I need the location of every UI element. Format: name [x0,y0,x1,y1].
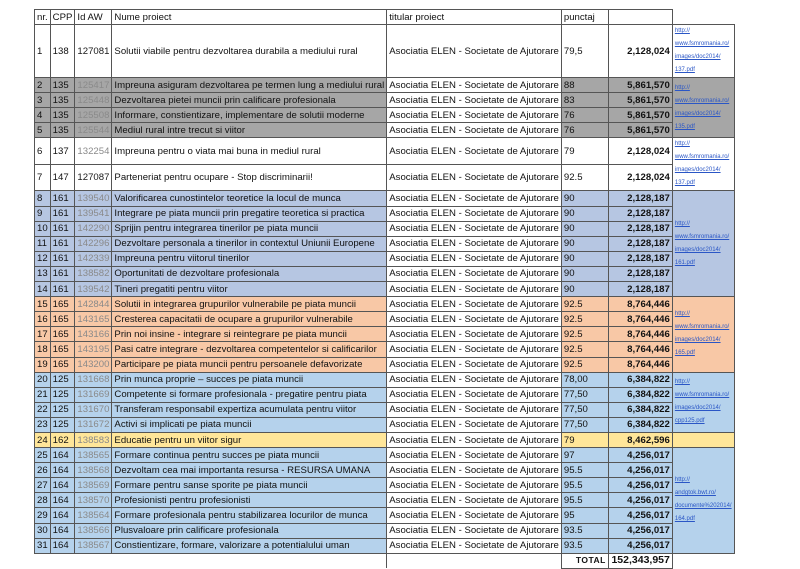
cell-nr[interactable]: 2 [35,78,51,93]
cell-cpp[interactable]: 161 [50,282,75,297]
cell-score[interactable]: 79 [561,432,608,447]
cell-nr[interactable]: 26 [35,463,51,478]
cell-cpp[interactable]: 162 [50,432,75,447]
cell-cpp[interactable]: 161 [50,251,75,266]
table-row [35,327,735,342]
table-row [35,312,735,327]
table-row [35,206,735,221]
cell-amount[interactable]: 6,384,822 [608,372,672,387]
header-project-name[interactable]: Nume proiect [112,10,387,25]
link-text[interactable]: images/doc2014/ [674,167,721,174]
header-link[interactable] [672,10,734,25]
cell-nr[interactable]: 15 [35,297,51,312]
cell-cpp[interactable]: 135 [50,78,75,93]
cell-nr[interactable]: 3 [35,93,51,108]
cell-score[interactable]: 92.5 [561,297,608,312]
link-text[interactable]: http:// [674,28,690,35]
cell-id-aw[interactable]: 131670 [75,402,112,417]
cell-cpp[interactable]: 161 [50,206,75,221]
cell-nr[interactable]: 29 [35,508,51,523]
cell-project-name[interactable]: Solutii viabile pentru dezvoltarea durabila a mediului rural [112,25,387,78]
cell-nr[interactable]: 1 [35,25,51,78]
cell-amount[interactable]: 4,256,017 [608,478,672,493]
link-text[interactable]: http:// [674,84,690,91]
table-row [35,342,735,357]
cell-cpp[interactable]: 138 [50,25,75,78]
link-text[interactable]: documente%202014/ [674,503,732,510]
cell-project-holder[interactable]: Asociatia ELEN - Societate de Ajutorare [387,372,562,387]
cell-project-name[interactable]: Sprijin pentru integrarea tinerilor pe piata muncii [112,221,387,236]
cell-project-name[interactable]: Parteneriat pentru ocupare - Stop discriminarii! [112,164,387,191]
cell-nr[interactable]: 22 [35,402,51,417]
cell-id-aw[interactable]: 125448 [75,93,112,108]
cell-project-holder[interactable]: Asociatia ELEN - Societate de Ajutorare [387,297,562,312]
cell-amount[interactable]: 2,128,187 [608,206,672,221]
cell-cpp[interactable]: 161 [50,221,75,236]
cell-project-name[interactable]: Profesionisti pentru profesionisti [112,493,387,508]
link-text[interactable]: 135.pdf [674,123,695,130]
cell-project-name[interactable]: Pasi catre integrare - dezvoltarea competentelor si calificarilor [112,342,387,357]
cell-nr[interactable]: 31 [35,538,51,553]
cell-id-aw[interactable]: 142844 [75,297,112,312]
cell-nr[interactable]: 27 [35,478,51,493]
table-row [35,93,735,108]
cell-project-holder[interactable]: Asociatia ELEN - Societate de Ajutorare [387,108,562,123]
cell-nr[interactable]: 16 [35,312,51,327]
cell-cpp[interactable]: 165 [50,297,75,312]
cell-link[interactable] [672,78,734,138]
cell-cpp[interactable]: 135 [50,93,75,108]
cell-project-name[interactable]: Prin munca proprie – succes pe piata muncii [112,372,387,387]
cell-cpp[interactable]: 147 [50,164,75,191]
cell-nr[interactable]: 21 [35,387,51,402]
cell-amount[interactable]: 2,128,024 [608,164,672,191]
cell-cpp[interactable]: 135 [50,123,75,138]
cell-amount[interactable]: 8,764,446 [608,312,672,327]
total-label: TOTAL [561,553,608,568]
table-row [35,123,735,138]
cell-amount[interactable]: 5,861,570 [608,78,672,93]
table-row [35,164,735,191]
table-row [35,372,735,387]
cell-amount[interactable]: 2,128,024 [608,138,672,165]
cell-score[interactable]: 92.5 [561,312,608,327]
cell-id-aw[interactable]: 139542 [75,282,112,297]
link-text[interactable]: andgtok.bwt.ro/ [674,490,716,497]
cell-amount[interactable]: 4,256,017 [608,523,672,538]
cell-project-name[interactable]: Dezvoltarea pietei muncii prin calificare profesionala [112,93,387,108]
table-row [35,523,735,538]
table-row [35,266,735,281]
cell-nr[interactable]: 17 [35,327,51,342]
table-row [35,78,735,93]
cell-project-name[interactable]: Oportunitati de dezvoltare profesionala [112,266,387,281]
cell-amount[interactable]: 8,764,446 [608,342,672,357]
cell-id-aw[interactable]: 131668 [75,372,112,387]
cell-score[interactable]: 95.5 [561,478,608,493]
cell-id-aw[interactable]: 138570 [75,493,112,508]
cell-id-aw[interactable]: 142290 [75,221,112,236]
cell-amount[interactable]: 6,384,822 [608,402,672,417]
cell-project-holder[interactable]: Asociatia ELEN - Societate de Ajutorare [387,327,562,342]
cell-project-name[interactable]: Formare profesionala pentru stabilizarea locurilor de munca [112,508,387,523]
link-text[interactable]: images/doc2014/ [674,110,721,117]
cell-nr[interactable]: 11 [35,236,51,251]
cell-project-name[interactable]: Prin noi insine - integrare si reintegrare pe piata muncii [112,327,387,342]
cell-score[interactable]: 77,50 [561,402,608,417]
cell-project-holder[interactable]: Asociatia ELEN - Societate de Ajutorare [387,251,562,266]
cell-nr[interactable]: 7 [35,164,51,191]
link-text[interactable]: http:// [674,477,690,484]
cell-project-holder[interactable]: Asociatia ELEN - Societate de Ajutorare [387,448,562,463]
cell-amount[interactable]: 5,861,570 [608,123,672,138]
cell-project-holder[interactable]: Asociatia ELEN - Societate de Ajutorare [387,387,562,402]
cell-project-name[interactable]: Constientizare, formare, valorizare a potentialului uman [112,538,387,553]
cell-project-holder[interactable]: Asociatia ELEN - Societate de Ajutorare [387,342,562,357]
cell-cpp[interactable]: 164 [50,538,75,553]
cell-score[interactable]: 83 [561,93,608,108]
table-row [35,387,735,402]
cell-score[interactable]: 92.5 [561,357,608,372]
cell-project-holder[interactable]: Asociatia ELEN - Societate de Ajutorare [387,478,562,493]
cell-cpp[interactable]: 161 [50,191,75,206]
cell-amount[interactable]: 4,256,017 [608,463,672,478]
header-id-aw[interactable]: Id AW [75,10,112,25]
cell-project-holder[interactable]: Asociatia ELEN - Societate de Ajutorare [387,523,562,538]
cell-project-holder[interactable]: Asociatia ELEN - Societate de Ajutorare [387,78,562,93]
cell-score[interactable]: 79,5 [561,25,608,78]
cell-nr[interactable]: 5 [35,123,51,138]
cell-score[interactable]: 90 [561,221,608,236]
cell-project-holder[interactable]: Asociatia ELEN - Societate de Ajutorare [387,191,562,206]
total-value[interactable]: 152,343,957 [608,553,672,568]
cell-cpp[interactable]: 125 [50,387,75,402]
cell-score[interactable]: 79 [561,138,608,165]
header-project-holder[interactable]: titular proiect [387,10,562,25]
link-text[interactable]: images/doc2014/ [674,405,721,412]
cell-id-aw[interactable]: 138583 [75,432,112,447]
cell-id-aw[interactable]: 143165 [75,312,112,327]
cell-id-aw[interactable]: 138565 [75,448,112,463]
cell-project-name[interactable]: Valorificarea cunostintelor teoretice la locul de munca [112,191,387,206]
cell-cpp[interactable]: 164 [50,523,75,538]
cell-nr[interactable]: 12 [35,251,51,266]
cell-project-name[interactable]: Dezvoltare personala a tinerilor in contextul Uniunii Europene [112,236,387,251]
table-row [35,402,735,417]
cell-amount[interactable]: 2,128,187 [608,251,672,266]
cell-project-holder[interactable]: Asociatia ELEN - Societate de Ajutorare [387,206,562,221]
cell-project-name[interactable]: Activi si implicati pe piata muncii [112,417,387,432]
cell-cpp[interactable]: 164 [50,463,75,478]
table-row [35,25,735,78]
cell-cpp[interactable]: 165 [50,357,75,372]
cell-id-aw[interactable]: 127081 [75,25,112,78]
cell-project-holder[interactable]: Asociatia ELEN - Societate de Ajutorare [387,236,562,251]
cell-score[interactable]: 88 [561,78,608,93]
cell-project-name[interactable]: Tineri pregatiti pentru viitor [112,282,387,297]
table-row [35,108,735,123]
cell-score[interactable]: 90 [561,191,608,206]
cell-project-holder[interactable]: Asociatia ELEN - Societate de Ajutorare [387,493,562,508]
cell-cpp[interactable]: 165 [50,312,75,327]
link-text[interactable]: 165.pdf [674,350,695,357]
cell-cpp[interactable]: 161 [50,236,75,251]
cell-id-aw[interactable]: 138567 [75,538,112,553]
cell-amount[interactable]: 5,861,570 [608,108,672,123]
cell-score[interactable]: 90 [561,251,608,266]
cell-project-name[interactable]: Plusvaloare prin calificare profesionala [112,523,387,538]
table-row [35,493,735,508]
cell-amount[interactable]: 4,256,017 [608,448,672,463]
cell-cpp[interactable]: 135 [50,108,75,123]
cell-id-aw[interactable]: 138564 [75,508,112,523]
table-body [35,25,735,554]
cell-score[interactable]: 90 [561,266,608,281]
cell-amount[interactable]: 8,764,446 [608,357,672,372]
cell-score[interactable]: 77,50 [561,417,608,432]
table-row [35,236,735,251]
cell-score[interactable]: 76 [561,108,608,123]
cell-nr[interactable]: 28 [35,493,51,508]
link-text[interactable]: www.fsmromania.ro/ [674,392,730,399]
cell-cpp[interactable]: 165 [50,327,75,342]
cell-project-holder[interactable]: Asociatia ELEN - Societate de Ajutorare [387,417,562,432]
cell-project-name[interactable]: Participare pe piata muncii pentru persoanele defavorizate [112,357,387,372]
cell-project-holder[interactable]: Asociatia ELEN - Societate de Ajutorare [387,463,562,478]
cell-id-aw[interactable]: 142339 [75,251,112,266]
cell-cpp[interactable]: 165 [50,342,75,357]
cell-score[interactable]: 93.5 [561,523,608,538]
cell-project-name[interactable]: Integrare pe piata muncii prin pregatire teoretica si practica [112,206,387,221]
cell-amount[interactable]: 8,462,596 [608,432,672,447]
cell-id-aw[interactable]: 127087 [75,164,112,191]
cell-id-aw[interactable]: 138566 [75,523,112,538]
header-nr[interactable]: nr. [35,10,51,25]
cell-nr[interactable]: 9 [35,206,51,221]
cell-score[interactable]: 93.5 [561,538,608,553]
cell-amount[interactable]: 5,861,570 [608,93,672,108]
cell-amount[interactable]: 2,128,024 [608,25,672,78]
cell-id-aw[interactable]: 138569 [75,478,112,493]
link-text[interactable]: www.fsmromania.ro/ [674,41,730,48]
cell-score[interactable]: 77,50 [561,387,608,402]
cell-id-aw[interactable]: 139540 [75,191,112,206]
cell-amount[interactable]: 4,256,017 [608,493,672,508]
cell-amount[interactable]: 6,384,822 [608,387,672,402]
table-row [35,138,735,165]
cell-amount[interactable]: 2,128,187 [608,282,672,297]
cell-project-holder[interactable]: Asociatia ELEN - Societate de Ajutorare [387,164,562,191]
cell-link[interactable] [672,432,734,447]
cell-nr[interactable]: 4 [35,108,51,123]
cell-cpp[interactable]: 161 [50,266,75,281]
cell-id-aw[interactable]: 125508 [75,108,112,123]
cell-cpp[interactable]: 164 [50,448,75,463]
cell-project-name[interactable]: Solutii in integrarea grupurilor vulnerabile pe piata muncii [112,297,387,312]
cell-score[interactable]: 95.5 [561,493,608,508]
cell-cpp[interactable]: 125 [50,372,75,387]
header-score[interactable]: punctaj [561,10,608,25]
cell-nr[interactable]: 23 [35,417,51,432]
cell-id-aw[interactable]: 138582 [75,266,112,281]
link-text[interactable]: http:// [674,141,690,148]
link-text[interactable]: 161.pdf [674,259,695,266]
cell-cpp[interactable]: 164 [50,493,75,508]
cell-amount[interactable]: 6,384,822 [608,417,672,432]
cell-project-holder[interactable]: Asociatia ELEN - Societate de Ajutorare [387,93,562,108]
cell-project-name[interactable]: Transferam responsabil expertiza acumulata pentru viitor [112,402,387,417]
table-row [35,191,735,206]
cell-cpp[interactable]: 164 [50,478,75,493]
cell-id-aw[interactable]: 125544 [75,123,112,138]
link-text[interactable]: images/doc2014/ [674,54,721,61]
cell-score[interactable]: 92.5 [561,342,608,357]
cell-nr[interactable]: 14 [35,282,51,297]
cell-id-aw[interactable]: 125417 [75,78,112,93]
link-text[interactable]: www.fsmromania.ro/ [674,154,730,161]
cell-nr[interactable]: 25 [35,448,51,463]
cell-nr[interactable]: 10 [35,221,51,236]
cell-score[interactable]: 97 [561,448,608,463]
cell-project-holder[interactable]: Asociatia ELEN - Societate de Ajutorare [387,138,562,165]
cell-nr[interactable]: 19 [35,357,51,372]
header-cpp[interactable]: CPP [50,10,75,25]
cell-nr[interactable]: 30 [35,523,51,538]
header-row [35,10,735,25]
cell-id-aw[interactable]: 131672 [75,417,112,432]
table-row [35,357,735,372]
cell-project-holder[interactable]: Asociatia ELEN - Societate de Ajutorare [387,432,562,447]
cell-project-holder[interactable]: Asociatia ELEN - Societate de Ajutorare [387,266,562,281]
cell-nr[interactable]: 13 [35,266,51,281]
link-text[interactable]: 137.pdf [674,67,695,74]
cell-project-holder[interactable]: Asociatia ELEN - Societate de Ajutorare [387,357,562,372]
cell-amount[interactable]: 2,128,187 [608,221,672,236]
link-text[interactable]: www.fsmromania.ro/ [674,97,730,104]
cell-link[interactable] [672,372,734,432]
table-row [35,221,735,236]
cell-score[interactable]: 90 [561,282,608,297]
cell-link[interactable] [672,448,734,554]
cell-project-name[interactable]: Competente si formare profesionala - pregatire pentru piata [112,387,387,402]
cell-nr[interactable]: 20 [35,372,51,387]
cell-score[interactable]: 92.5 [561,164,608,191]
spreadsheet-table [34,9,735,569]
cell-project-name[interactable]: Educatie pentru un viitor sigur [112,432,387,447]
table-row [35,478,735,493]
table-row [35,282,735,297]
cell-score[interactable]: 90 [561,236,608,251]
cell-amount[interactable]: 2,128,187 [608,191,672,206]
cell-amount[interactable]: 2,128,187 [608,266,672,281]
cell-score[interactable]: 78,00 [561,372,608,387]
link-text[interactable]: 137.pdf [674,180,695,187]
cell-project-name[interactable]: Dezvoltam cea mai importanta resursa - RESURSA UMANA [112,463,387,478]
cell-project-holder[interactable]: Asociatia ELEN - Societate de Ajutorare [387,508,562,523]
cell-project-holder[interactable]: Asociatia ELEN - Societate de Ajutorare [387,282,562,297]
table-row [35,432,735,447]
cell-project-name[interactable]: Impreuna asiguram dezvoltarea pe termen lung a mediului rural [112,78,387,93]
link-text[interactable]: cpp125.pdf [674,418,705,425]
cell-score[interactable]: 95.5 [561,463,608,478]
cell-amount[interactable]: 4,256,017 [608,508,672,523]
cell-id-aw[interactable]: 138568 [75,463,112,478]
cell-project-name[interactable]: Cresterea capacitatii de ocupare a grupurilor vulnerabile [112,312,387,327]
link-text[interactable]: http:// [674,311,690,318]
cell-link[interactable] [672,138,734,191]
cell-project-holder[interactable]: Asociatia ELEN - Societate de Ajutorare [387,123,562,138]
link-text[interactable]: images/doc2014/ [674,337,721,344]
header-amount[interactable] [608,10,672,25]
table-row [35,297,735,312]
cell-score[interactable]: 76 [561,123,608,138]
cell-nr[interactable]: 8 [35,191,51,206]
table-row [35,251,735,266]
cell-cpp[interactable]: 125 [50,417,75,432]
table-row [35,448,735,463]
cell-cpp[interactable]: 137 [50,138,75,165]
total-row [35,553,735,568]
table-row [35,417,735,432]
cell-project-holder[interactable]: Asociatia ELEN - Societate de Ajutorare [387,25,562,78]
table-row [35,538,735,553]
cell-project-name[interactable]: Formare pentru sanse sporite pe piata muncii [112,478,387,493]
cell-link[interactable] [672,25,734,78]
cell-id-aw[interactable]: 143200 [75,357,112,372]
cell-id-aw[interactable]: 143195 [75,342,112,357]
table-row [35,508,735,523]
cell-amount[interactable]: 8,764,446 [608,297,672,312]
cell-project-holder[interactable]: Asociatia ELEN - Societate de Ajutorare [387,312,562,327]
cell-project-holder[interactable]: Asociatia ELEN - Societate de Ajutorare [387,402,562,417]
cell-id-aw[interactable]: 131669 [75,387,112,402]
cell-project-name[interactable]: Impreuna pentru o viata mai buna in mediul rural [112,138,387,165]
link-text[interactable]: www.fsmromania.ro/ [674,233,730,240]
cell-project-name[interactable]: Formare continua pentru succes pe piata muncii [112,448,387,463]
cell-project-name[interactable]: Impreuna pentru viitorul tinerilor [112,251,387,266]
cell-score[interactable]: 95 [561,508,608,523]
link-text[interactable]: http:// [674,379,690,386]
cell-score[interactable]: 92.5 [561,327,608,342]
cell-amount[interactable]: 8,764,446 [608,327,672,342]
link-text[interactable]: http:// [674,220,690,227]
link-text[interactable]: images/doc2014/ [674,246,721,253]
cell-link[interactable] [672,297,734,372]
cell-nr[interactable]: 24 [35,432,51,447]
cell-nr[interactable]: 18 [35,342,51,357]
link-text[interactable]: www.fsmromania.ro/ [674,324,730,331]
cell-link[interactable] [672,191,734,297]
cell-score[interactable]: 90 [561,206,608,221]
cell-amount[interactable]: 2,128,187 [608,236,672,251]
cell-nr[interactable]: 6 [35,138,51,165]
cell-project-holder[interactable]: Asociatia ELEN - Societate de Ajutorare [387,221,562,236]
link-text[interactable]: 164.pdf [674,516,695,523]
cell-id-aw[interactable]: 142296 [75,236,112,251]
cell-id-aw[interactable]: 143166 [75,327,112,342]
cell-id-aw[interactable]: 139541 [75,206,112,221]
cell-cpp[interactable]: 125 [50,402,75,417]
cell-cpp[interactable]: 164 [50,508,75,523]
cell-project-name[interactable]: Mediul rural intre trecut si viitor [112,123,387,138]
cell-amount[interactable]: 4,256,017 [608,538,672,553]
cell-project-holder[interactable]: Asociatia ELEN - Societate de Ajutorare [387,538,562,553]
cell-project-name[interactable]: Informare, constientizare, implementare de solutii moderne [112,108,387,123]
cell-id-aw[interactable]: 132254 [75,138,112,165]
